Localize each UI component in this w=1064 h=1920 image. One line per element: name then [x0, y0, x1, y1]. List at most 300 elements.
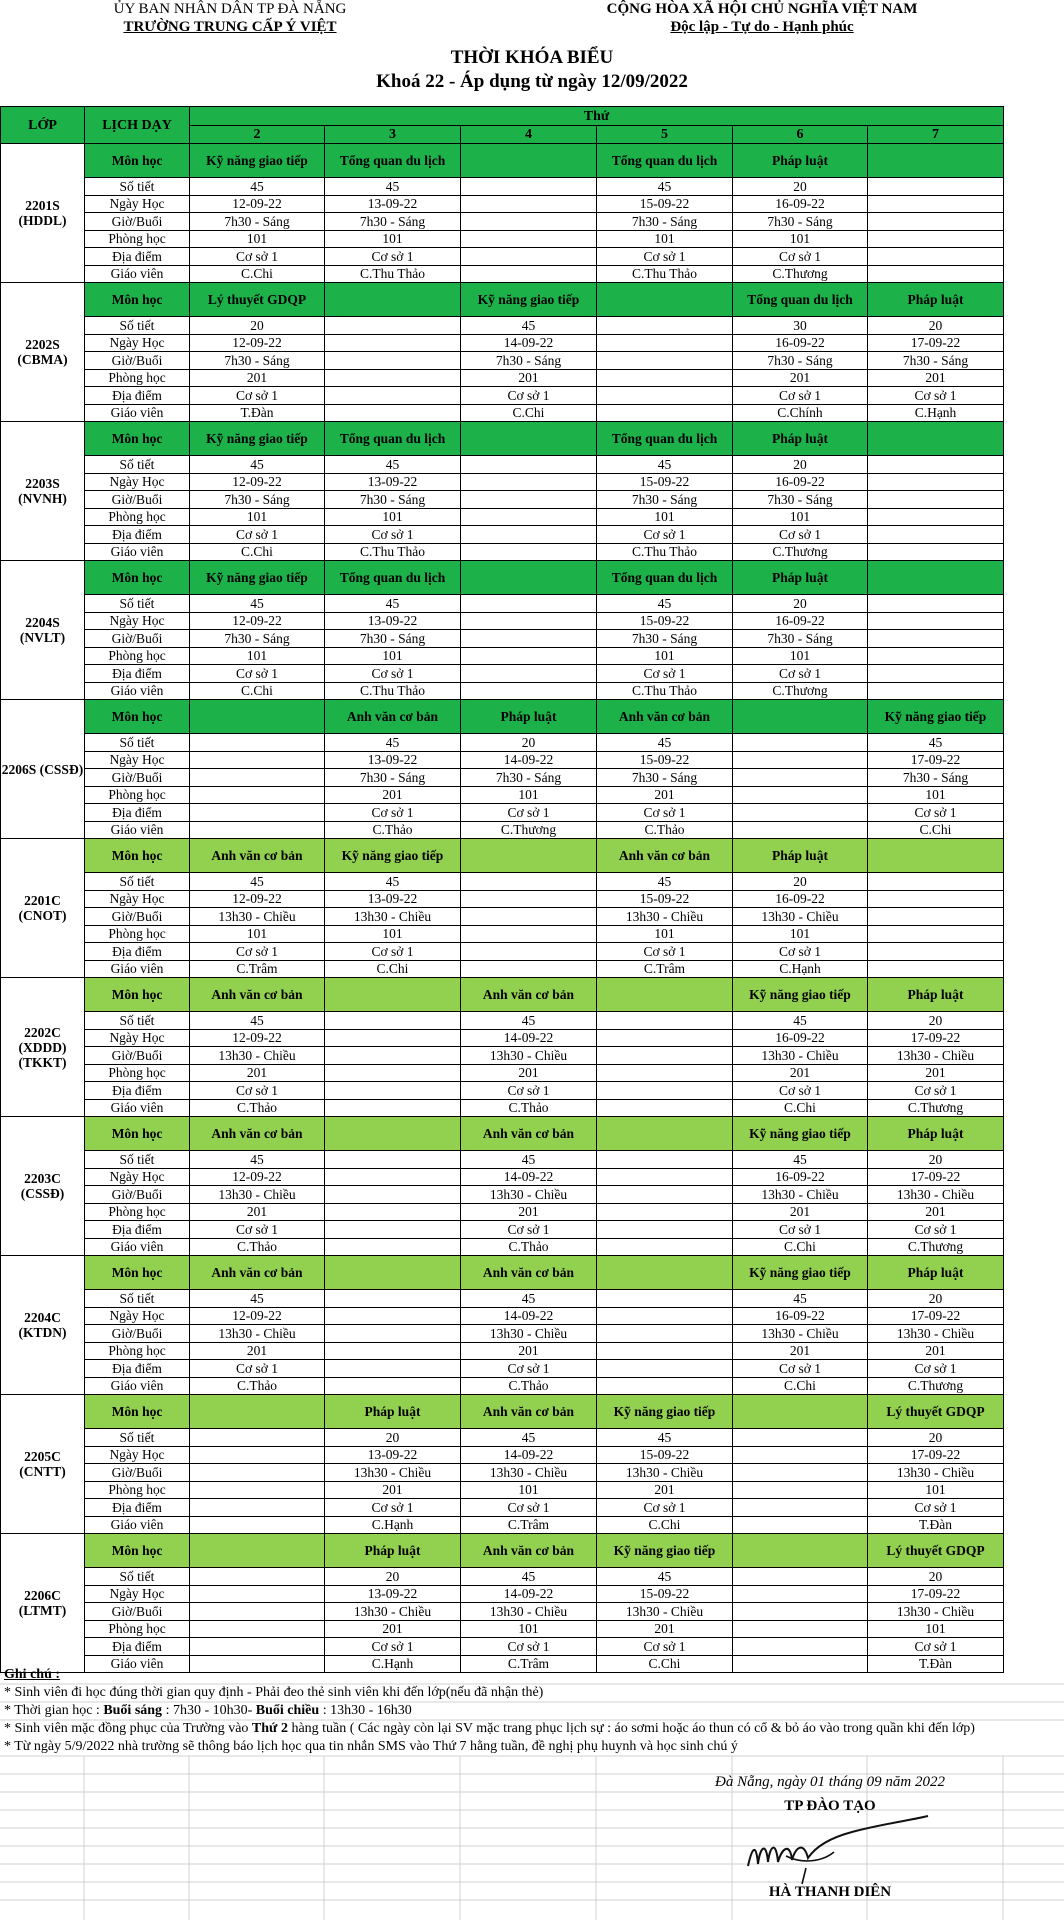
- schedule-cell: Cơ sở 1: [325, 943, 461, 961]
- schedule-cell: Anh văn cơ bản: [461, 978, 597, 1012]
- table-row: [1, 1325, 1004, 1343]
- schedule-cell: Cơ sở 1: [461, 1082, 597, 1100]
- schedule-cell: 13h30 - Chiều: [325, 1464, 461, 1482]
- schedule-cell: C.Thương: [868, 1377, 1004, 1395]
- schedule-cell: C.Thảo: [461, 1099, 597, 1117]
- schedule-cell: [868, 960, 1004, 978]
- table-row: [1, 1446, 1004, 1464]
- row-label: Số tiết: [85, 734, 190, 752]
- schedule-cell: Tổng quan du lịch: [733, 283, 868, 317]
- schedule-cell: 7h30 - Sáng: [325, 769, 461, 787]
- table-row: [1, 1307, 1004, 1325]
- schedule-cell: [461, 526, 597, 544]
- table-row: [1, 1603, 1004, 1621]
- table-row: [1, 821, 1004, 839]
- table-row: [1, 1464, 1004, 1482]
- schedule-cell: [325, 1047, 461, 1065]
- schedule-cell: [597, 1047, 733, 1065]
- schedule-cell: 7h30 - Sáng: [597, 491, 733, 509]
- row-label: Giáo viên: [85, 1238, 190, 1256]
- schedule-cell: 45: [733, 1290, 868, 1308]
- note-line-3: [4, 1720, 1060, 1738]
- national-motto-block: [460, 0, 1064, 36]
- schedule-cell: [461, 508, 597, 526]
- row-label: Giờ/Buổi: [85, 1464, 190, 1482]
- note-line-4: * Từ ngày 5/9/2022 nhà trường sẽ thông báo lịch học qua tin nhắn SMS vào Thứ 7 hằng tuần, đề nghị phụ huynh và học sinh chú ý: [4, 1739, 738, 1754]
- class-name: 2206C (LTMT): [1, 1534, 85, 1673]
- row-label: Giáo viên: [85, 960, 190, 978]
- schedule-cell: Anh văn cơ bản: [461, 1534, 597, 1568]
- document-title: [0, 46, 1064, 94]
- schedule-cell: Cơ sở 1: [868, 1360, 1004, 1378]
- schedule-cell: Cơ sở 1: [597, 248, 733, 266]
- schedule-cell: Anh văn cơ bản: [325, 700, 461, 734]
- schedule-cell: Lý thuyết GDQP: [190, 283, 325, 317]
- schedule-cell: 45: [190, 456, 325, 474]
- title-sub: Khoá 22 - Áp dụng từ ngày 12/09/2022: [376, 71, 688, 92]
- schedule-cell: 101: [190, 925, 325, 943]
- schedule-cell: C.Thu Thảo: [597, 543, 733, 561]
- schedule-cell: 13h30 - Chiều: [461, 1186, 597, 1204]
- schedule-cell: 13h30 - Chiều: [190, 1186, 325, 1204]
- schedule-cell: 17-09-22: [868, 1446, 1004, 1464]
- header-day: 5: [597, 126, 733, 144]
- schedule-cell: 20: [868, 1568, 1004, 1586]
- header-class: LỚP: [1, 107, 85, 144]
- row-label: Địa điểm: [85, 248, 190, 266]
- schedule-cell: [325, 1342, 461, 1360]
- row-label: Địa điểm: [85, 1082, 190, 1100]
- table-row: [1, 751, 1004, 769]
- table-row: [1, 1481, 1004, 1499]
- schedule-cell: [461, 890, 597, 908]
- schedule-cell: [190, 769, 325, 787]
- schedule-cell: 20: [733, 595, 868, 613]
- schedule-cell: 13h30 - Chiều: [325, 908, 461, 926]
- schedule-cell: 7h30 - Sáng: [868, 352, 1004, 370]
- table-row: [1, 230, 1004, 248]
- schedule-cell: [597, 1117, 733, 1151]
- class-name: 2206S (CSSĐ): [1, 700, 85, 839]
- schedule-cell: Cơ sở 1: [733, 526, 868, 544]
- schedule-cell: 14-09-22: [461, 334, 597, 352]
- schedule-cell: 20: [733, 178, 868, 196]
- schedule-cell: 201: [461, 1203, 597, 1221]
- row-label: Giờ/Buổi: [85, 213, 190, 231]
- schedule-cell: [325, 1064, 461, 1082]
- schedule-cell: 14-09-22: [461, 1029, 597, 1047]
- schedule-cell: C.Chi: [325, 960, 461, 978]
- schedule-cell: 20: [868, 1290, 1004, 1308]
- row-label: Giờ/Buổi: [85, 1186, 190, 1204]
- row-label: Địa điểm: [85, 1638, 190, 1656]
- schedule-cell: 7h30 - Sáng: [190, 352, 325, 370]
- schedule-cell: C.Thảo: [461, 1377, 597, 1395]
- schedule-cell: 201: [868, 1064, 1004, 1082]
- schedule-cell: [868, 647, 1004, 665]
- schedule-cell: Cơ sở 1: [461, 1499, 597, 1517]
- row-label: Môn học: [85, 422, 190, 456]
- schedule-cell: Cơ sở 1: [597, 1499, 733, 1517]
- row-label: Giờ/Buổi: [85, 908, 190, 926]
- schedule-cell: 101: [190, 230, 325, 248]
- schedule-cell: C.Thương: [461, 821, 597, 839]
- schedule-cell: Cơ sở 1: [461, 387, 597, 405]
- table-row: [1, 352, 1004, 370]
- row-label: Giờ/Buổi: [85, 491, 190, 509]
- schedule-cell: 13h30 - Chiều: [190, 908, 325, 926]
- schedule-cell: 13-09-22: [325, 890, 461, 908]
- schedule-cell: C.Chi: [190, 682, 325, 700]
- schedule-cell: C.Thu Thảo: [325, 265, 461, 283]
- table-row: [1, 1360, 1004, 1378]
- row-label: Giáo viên: [85, 821, 190, 839]
- schedule-cell: Cơ sở 1: [325, 1499, 461, 1517]
- schedule-cell: 16-09-22: [733, 1307, 868, 1325]
- subject-row: [1, 1395, 1004, 1429]
- schedule-cell: 17-09-22: [868, 1029, 1004, 1047]
- row-label: Môn học: [85, 561, 190, 595]
- schedule-cell: [733, 700, 868, 734]
- schedule-cell: 12-09-22: [190, 334, 325, 352]
- schedule-cell: C.Thương: [868, 1099, 1004, 1117]
- row-label: Số tiết: [85, 178, 190, 196]
- schedule-cell: 13h30 - Chiều: [868, 1186, 1004, 1204]
- schedule-cell: 101: [461, 786, 597, 804]
- table-row: [1, 1620, 1004, 1638]
- schedule-cell: [733, 1464, 868, 1482]
- schedule-cell: 45: [597, 456, 733, 474]
- row-label: Ngày Học: [85, 1168, 190, 1186]
- row-label: Giáo viên: [85, 682, 190, 700]
- table-row: [1, 526, 1004, 544]
- schedule-cell: Cơ sở 1: [597, 804, 733, 822]
- row-label: Phòng học: [85, 1342, 190, 1360]
- header-day: 7: [868, 126, 1004, 144]
- schedule-cell: [597, 1012, 733, 1030]
- row-label: Phòng học: [85, 925, 190, 943]
- schedule-cell: 13h30 - Chiều: [597, 1603, 733, 1621]
- table-row: [1, 1099, 1004, 1117]
- schedule-cell: 20: [461, 734, 597, 752]
- schedule-cell: Pháp luật: [868, 283, 1004, 317]
- schedule-cell: [868, 422, 1004, 456]
- schedule-cell: Cơ sở 1: [597, 1638, 733, 1656]
- schedule-cell: [733, 1499, 868, 1517]
- table-row: [1, 334, 1004, 352]
- schedule-cell: Cơ sở 1: [597, 526, 733, 544]
- note-afternoon-label: Buổi chiều: [255, 1703, 320, 1718]
- table-row: [1, 317, 1004, 335]
- schedule-cell: 45: [190, 1290, 325, 1308]
- row-label: Ngày Học: [85, 473, 190, 491]
- schedule-cell: 17-09-22: [868, 334, 1004, 352]
- schedule-cell: [325, 334, 461, 352]
- schedule-cell: [461, 473, 597, 491]
- schedule-cell: Pháp luật: [733, 422, 868, 456]
- schedule-cell: 7h30 - Sáng: [461, 352, 597, 370]
- table-row: [1, 595, 1004, 613]
- schedule-cell: [597, 1168, 733, 1186]
- schedule-cell: Kỹ năng giao tiếp: [733, 1256, 868, 1290]
- schedule-cell: Anh văn cơ bản: [597, 839, 733, 873]
- schedule-cell: 45: [461, 1290, 597, 1308]
- schedule-cell: 201: [868, 1342, 1004, 1360]
- schedule-cell: [325, 1168, 461, 1186]
- schedule-cell: 20: [733, 873, 868, 891]
- schedule-cell: 20: [868, 317, 1004, 335]
- schedule-cell: [190, 821, 325, 839]
- schedule-cell: 45: [325, 178, 461, 196]
- schedule-cell: C.Thảo: [190, 1099, 325, 1117]
- table-row: [1, 1186, 1004, 1204]
- schedule-cell: 20: [733, 456, 868, 474]
- schedule-cell: 15-09-22: [597, 751, 733, 769]
- table-row: [1, 1516, 1004, 1534]
- row-label: Giáo viên: [85, 404, 190, 422]
- schedule-cell: Cơ sở 1: [461, 1638, 597, 1656]
- title-main: THỜI KHÓA BIỂU: [450, 47, 614, 68]
- schedule-cell: [868, 839, 1004, 873]
- schedule-cell: [461, 561, 597, 595]
- schedule-cell: [325, 352, 461, 370]
- schedule-cell: Anh văn cơ bản: [597, 700, 733, 734]
- document-header: [0, 0, 1064, 38]
- schedule-cell: Cơ sở 1: [190, 387, 325, 405]
- table-row: [1, 456, 1004, 474]
- schedule-cell: [733, 821, 868, 839]
- schedule-cell: C.Chi: [733, 1099, 868, 1117]
- schedule-cell: [325, 317, 461, 335]
- schedule-cell: [597, 334, 733, 352]
- schedule-cell: Cơ sở 1: [325, 665, 461, 683]
- schedule-cell: 45: [733, 1151, 868, 1169]
- schedule-cell: 17-09-22: [868, 751, 1004, 769]
- schedule-cell: Cơ sở 1: [190, 248, 325, 266]
- schedule-cell: 17-09-22: [868, 1168, 1004, 1186]
- schedule-cell: Tổng quan du lịch: [597, 422, 733, 456]
- schedule-cell: 13-09-22: [325, 1585, 461, 1603]
- row-label: Giờ/Buổi: [85, 769, 190, 787]
- schedule-cell: [325, 1256, 461, 1290]
- row-label: Số tiết: [85, 1429, 190, 1447]
- schedule-cell: Cơ sở 1: [597, 665, 733, 683]
- row-label: Môn học: [85, 700, 190, 734]
- schedule-cell: Pháp luật: [325, 1395, 461, 1429]
- note-afternoon-time: : 13h30 - 16h30: [319, 1703, 412, 1718]
- table-row: [1, 665, 1004, 683]
- schedule-cell: [868, 630, 1004, 648]
- row-label: Phòng học: [85, 508, 190, 526]
- schedule-cell: [325, 1238, 461, 1256]
- schedule-cell: [325, 1221, 461, 1239]
- schedule-cell: C.Hạnh: [868, 404, 1004, 422]
- schedule-cell: C.Thương: [733, 265, 868, 283]
- schedule-cell: Cơ sở 1: [461, 1221, 597, 1239]
- schedule-cell: [733, 1620, 868, 1638]
- schedule-cell: 16-09-22: [733, 473, 868, 491]
- schedule-cell: 201: [733, 1342, 868, 1360]
- table-row: [1, 543, 1004, 561]
- schedule-cell: [461, 943, 597, 961]
- class-name: 2202C (XDDD) (TKKT): [1, 978, 85, 1117]
- schedule-cell: C.Chi: [597, 1655, 733, 1673]
- schedule-cell: 101: [868, 1481, 1004, 1499]
- row-label: Địa điểm: [85, 1360, 190, 1378]
- class-name: 2201C (CNOT): [1, 839, 85, 978]
- schedule-cell: 201: [461, 1064, 597, 1082]
- schedule-cell: [325, 1377, 461, 1395]
- schedule-cell: [461, 491, 597, 509]
- table-row: [1, 682, 1004, 700]
- schedule-cell: C.Thương: [868, 1238, 1004, 1256]
- schedule-cell: Cơ sở 1: [868, 1221, 1004, 1239]
- row-label: Ngày Học: [85, 890, 190, 908]
- schedule-cell: [597, 1082, 733, 1100]
- schedule-cell: 13h30 - Chiều: [461, 1325, 597, 1343]
- table-row: [1, 1585, 1004, 1603]
- schedule-cell: Pháp luật: [325, 1534, 461, 1568]
- schedule-cell: 201: [325, 786, 461, 804]
- schedule-cell: [461, 213, 597, 231]
- schedule-cell: C.Thương: [733, 543, 868, 561]
- table-row: [1, 213, 1004, 231]
- schedule-cell: 7h30 - Sáng: [325, 630, 461, 648]
- schedule-cell: [190, 1585, 325, 1603]
- schedule-cell: Cơ sở 1: [461, 1360, 597, 1378]
- schedule-cell: Cơ sở 1: [868, 1082, 1004, 1100]
- schedule-cell: 201: [733, 1064, 868, 1082]
- handwritten-signature: [742, 1812, 932, 1888]
- schedule-cell: [190, 700, 325, 734]
- table-row: [1, 1151, 1004, 1169]
- schedule-cell: [190, 804, 325, 822]
- schedule-cell: 45: [597, 178, 733, 196]
- signing-date: Đà Nẵng, ngày 01 tháng 09 năm 2022: [715, 1774, 945, 1790]
- table-row: [1, 925, 1004, 943]
- schedule-cell: [868, 925, 1004, 943]
- schedule-cell: Anh văn cơ bản: [461, 1117, 597, 1151]
- schedule-cell: [597, 369, 733, 387]
- schedule-cell: 201: [597, 1481, 733, 1499]
- schedule-cell: [597, 1377, 733, 1395]
- schedule-cell: [190, 1638, 325, 1656]
- schedule-cell: Cơ sở 1: [461, 804, 597, 822]
- schedule-cell: C.Thảo: [325, 821, 461, 839]
- schedule-cell: [868, 543, 1004, 561]
- schedule-cell: [325, 1117, 461, 1151]
- schedule-cell: 45: [325, 734, 461, 752]
- schedule-cell: 13-09-22: [325, 612, 461, 630]
- schedule-cell: 101: [461, 1620, 597, 1638]
- schedule-cell: 201: [190, 1342, 325, 1360]
- note-line-3-bold: Thứ 2: [251, 1721, 288, 1736]
- schedule-cell: Pháp luật: [733, 144, 868, 178]
- schedule-cell: [733, 1568, 868, 1586]
- schedule-cell: 7h30 - Sáng: [868, 769, 1004, 787]
- schedule-cell: Kỹ năng giao tiếp: [868, 700, 1004, 734]
- schedule-cell: Kỹ năng giao tiếp: [190, 422, 325, 456]
- schedule-cell: [597, 404, 733, 422]
- row-label: Ngày Học: [85, 1029, 190, 1047]
- schedule-cell: [597, 1290, 733, 1308]
- schedule-cell: 101: [325, 925, 461, 943]
- table-row: [1, 1238, 1004, 1256]
- schedule-cell: 45: [597, 1429, 733, 1447]
- schedule-cell: [868, 595, 1004, 613]
- schedule-cell: 45: [325, 873, 461, 891]
- row-label: Giờ/Buổi: [85, 1325, 190, 1343]
- row-label: Môn học: [85, 1395, 190, 1429]
- schedule-cell: 12-09-22: [190, 1168, 325, 1186]
- notes-section: [4, 1666, 1060, 1756]
- schedule-cell: Cơ sở 1: [868, 1638, 1004, 1656]
- schedule-cell: [733, 1395, 868, 1429]
- issuer-authority: ỦY BAN NHÂN DÂN TP ĐÀ NẴNG: [113, 1, 347, 17]
- schedule-cell: [461, 456, 597, 474]
- schedule-cell: Cơ sở 1: [190, 665, 325, 683]
- schedule-cell: 45: [868, 734, 1004, 752]
- table-row: [1, 873, 1004, 891]
- row-label: Ngày Học: [85, 334, 190, 352]
- subject-row: [1, 422, 1004, 456]
- row-label: Môn học: [85, 978, 190, 1012]
- signer-role: TP ĐÀO TẠO: [784, 1798, 876, 1814]
- table-row: [1, 890, 1004, 908]
- schedule-cell: Kỹ năng giao tiếp: [190, 561, 325, 595]
- schedule-cell: [190, 1516, 325, 1534]
- schedule-cell: Anh văn cơ bản: [190, 839, 325, 873]
- note-line-3-rest: hàng tuần ( Các ngày còn lại SV mặc trang phục lịch sự : áo sơmi hoặc áo thun có cổ & bỏ áo vào trong quần khi đến lớp): [287, 1721, 975, 1736]
- row-label: Giáo viên: [85, 1099, 190, 1117]
- schedule-cell: 16-09-22: [733, 612, 868, 630]
- schedule-cell: [461, 925, 597, 943]
- schedule-cell: C.Hạnh: [733, 960, 868, 978]
- row-label: Giáo viên: [85, 265, 190, 283]
- schedule-cell: 13h30 - Chiều: [868, 1047, 1004, 1065]
- schedule-cell: [190, 1620, 325, 1638]
- schedule-cell: 13-09-22: [325, 751, 461, 769]
- table-row: [1, 1082, 1004, 1100]
- table-row: [1, 1221, 1004, 1239]
- schedule-cell: [461, 960, 597, 978]
- schedule-cell: C.Thu Thảo: [597, 682, 733, 700]
- schedule-cell: [461, 543, 597, 561]
- schedule-cell: [868, 456, 1004, 474]
- schedule-cell: [597, 1256, 733, 1290]
- subject-row: [1, 1534, 1004, 1568]
- schedule-cell: 45: [461, 1568, 597, 1586]
- schedule-cell: [597, 978, 733, 1012]
- schedule-cell: [868, 508, 1004, 526]
- schedule-cell: C.Trâm: [597, 960, 733, 978]
- schedule-cell: Kỹ năng giao tiếp: [733, 1117, 868, 1151]
- class-name: 2204S (NVLT): [1, 561, 85, 700]
- row-label: Số tiết: [85, 456, 190, 474]
- schedule-cell: [461, 595, 597, 613]
- schedule-cell: C.Chi: [190, 265, 325, 283]
- schedule-cell: 45: [190, 178, 325, 196]
- schedule-cell: [190, 1568, 325, 1586]
- schedule-cell: Cơ sở 1: [190, 1221, 325, 1239]
- schedule-cell: 45: [597, 873, 733, 891]
- schedule-cell: [325, 1360, 461, 1378]
- issuer-block: [0, 0, 460, 36]
- schedule-cell: [868, 682, 1004, 700]
- schedule-cell: 14-09-22: [461, 1446, 597, 1464]
- schedule-cell: [325, 387, 461, 405]
- schedule-cell: [597, 1238, 733, 1256]
